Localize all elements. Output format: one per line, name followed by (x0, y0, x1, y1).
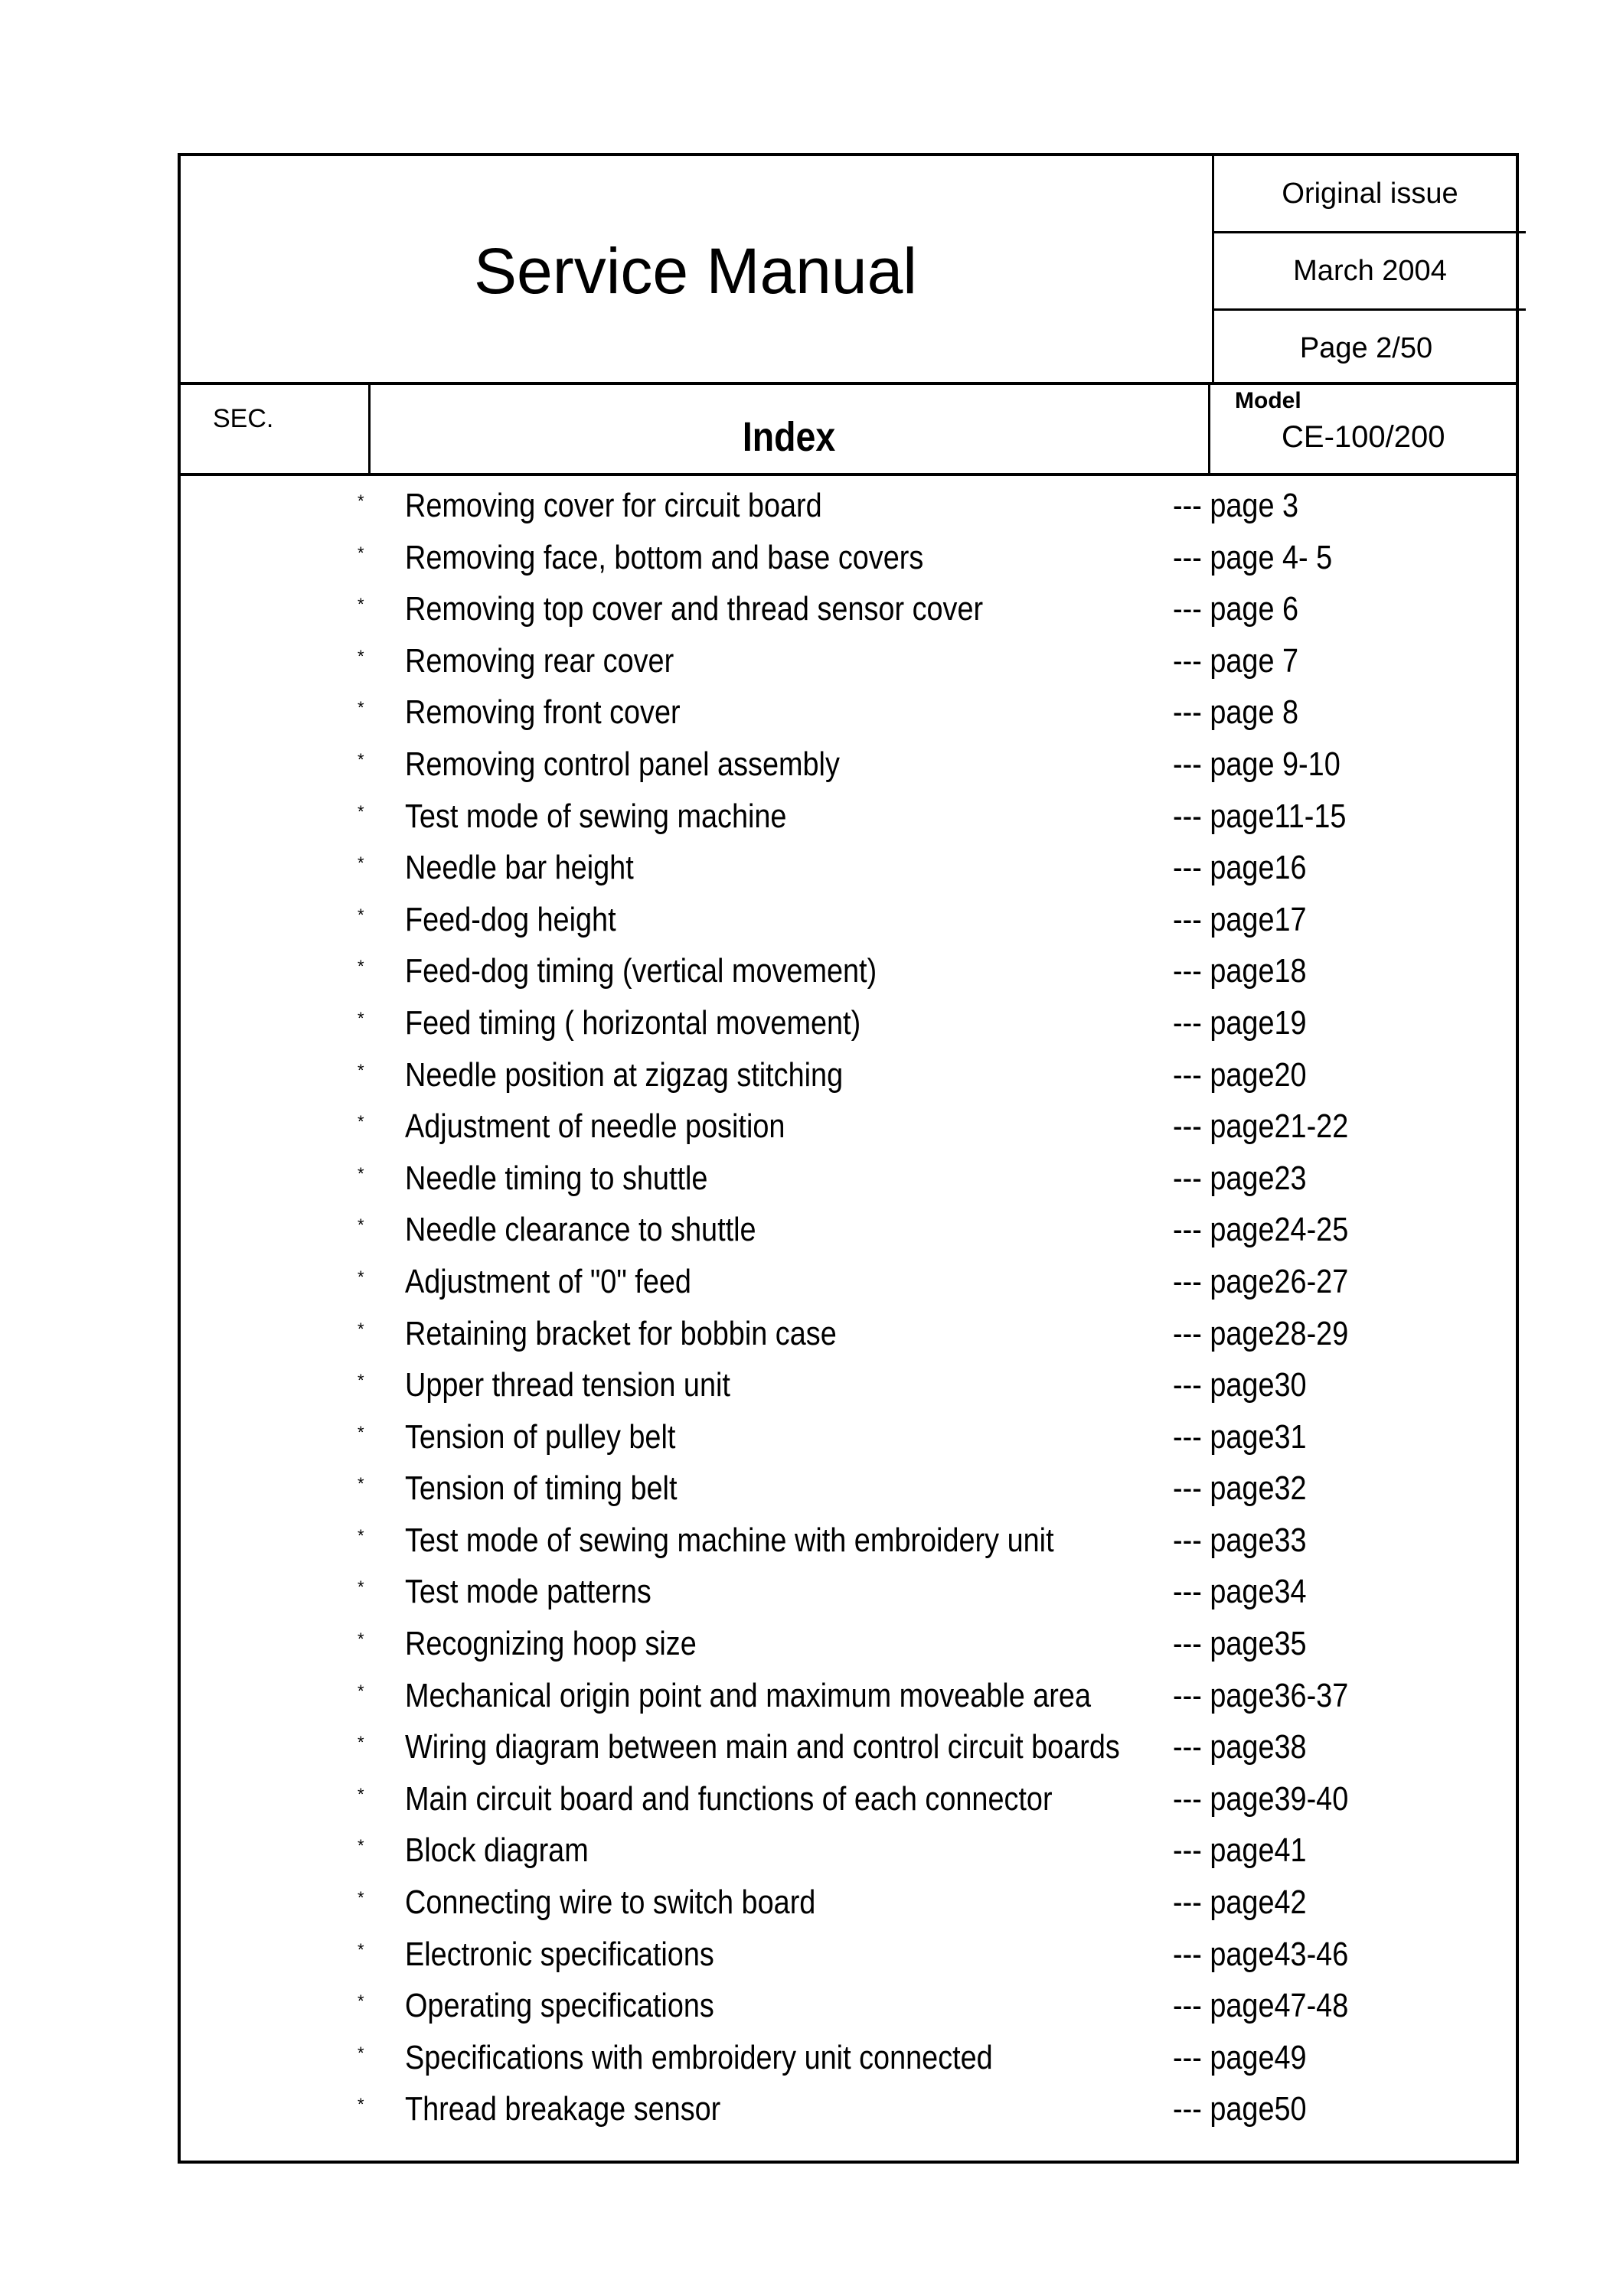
index-entry (181, 1780, 1516, 1832)
index-entry-page: --- page39-40 (1173, 1779, 1349, 1818)
index-entry-title: Removing cover for circuit board (405, 487, 822, 524)
bullet-asterisk: * (358, 1474, 364, 1494)
bullet-asterisk: * (358, 1733, 364, 1753)
bullet-asterisk: * (358, 1629, 364, 1649)
index-entry (181, 2090, 1516, 2142)
index-entry-page: --- page36-37 (1173, 1676, 1349, 1714)
index-entry (181, 1366, 1516, 1418)
index-entry-page: --- page35 (1173, 1625, 1307, 1663)
bullet-asterisk: * (358, 2043, 364, 2063)
bullet-asterisk: * (358, 1060, 364, 1080)
index-entry (181, 1831, 1516, 1883)
index-entry (181, 1211, 1516, 1263)
bullet-asterisk: * (358, 698, 364, 718)
index-entry-page: --- page 7 (1173, 641, 1299, 680)
bullet-asterisk: * (358, 1525, 364, 1545)
bullet-asterisk: * (358, 801, 364, 821)
index-entry-page: --- page49 (1173, 2038, 1307, 2076)
index-entry-page: --- page 8 (1173, 693, 1299, 732)
index-entry-page: --- page 3 (1173, 487, 1299, 524)
index-entry (181, 1107, 1516, 1159)
index-entry-page: --- page23 (1173, 1159, 1307, 1197)
index-entry-title: Specifications with embroidery unit connected (405, 2038, 993, 2076)
index-entry-title: Block diagram (405, 1831, 589, 1870)
index-entry-page: --- page47-48 (1173, 1987, 1349, 2025)
bullet-asterisk: * (358, 1991, 364, 2011)
bullet-asterisk: * (358, 595, 364, 615)
index-entry (181, 1469, 1516, 1521)
bullet-asterisk: * (358, 646, 364, 666)
bullet-asterisk: * (358, 1681, 364, 1701)
index-entry-page: --- page16 (1173, 849, 1307, 887)
bullet-asterisk: * (358, 1215, 364, 1235)
index-entry-page: --- page33 (1173, 1521, 1307, 1559)
bullet-asterisk: * (358, 853, 364, 873)
bullet-asterisk: * (358, 1422, 364, 1442)
bullet-asterisk: * (358, 1888, 364, 1908)
index-entry-title: Thread breakage sensor (405, 2090, 721, 2128)
bullet-asterisk: * (358, 905, 364, 925)
index-entry (181, 693, 1516, 745)
index-entry-title: Feed timing ( horizontal movement) (405, 1003, 861, 1042)
index-entry-title: Adjustment of "0" feed (405, 1262, 691, 1300)
index-entry-title: Feed-dog height (405, 900, 616, 938)
index-entry-title: Needle timing to shuttle (405, 1159, 708, 1197)
index-entry-page: --- page38 (1173, 1728, 1307, 1766)
index-entry (181, 590, 1516, 642)
index-entry (181, 745, 1516, 797)
index-entry-page: --- page 9-10 (1173, 745, 1341, 783)
index-entry (181, 642, 1516, 694)
model-cell (1213, 385, 1516, 473)
index-entry (181, 1418, 1516, 1470)
index-entry-page: --- page24-25 (1173, 1211, 1349, 1249)
issue-info (1212, 156, 1518, 382)
index-entry (181, 1677, 1516, 1729)
index-entry-title: Needle position at zigzag stitching (405, 1055, 844, 1094)
index-entry (181, 539, 1516, 591)
index-entry (181, 2039, 1516, 2091)
index-entry-title: Connecting wire to switch board (405, 1883, 816, 1922)
index-entry-title: Adjustment of needle position (405, 1107, 785, 1146)
bullet-asterisk: * (358, 1112, 364, 1132)
issue-label: Original issue (1214, 156, 1526, 233)
index-entry-title: Needle clearance to shuttle (405, 1211, 756, 1249)
page-number: Page 2/50 (1299, 331, 1433, 364)
index-entry-page: --- page21-22 (1173, 1107, 1349, 1146)
index-entry (181, 1883, 1516, 1936)
index-entry-page: --- page18 (1173, 952, 1307, 990)
index-entry-title: Test mode of sewing machine with embroidery unit (405, 1521, 1054, 1559)
index-entry (181, 797, 1516, 850)
bullet-asterisk: * (358, 1008, 364, 1028)
index-entry-title: Retaining bracket for bobbin case (405, 1314, 837, 1352)
index-entry-title: Removing face, bottom and base covers (405, 538, 924, 576)
index-entry-page: --- page50 (1173, 2090, 1307, 2128)
section-title (371, 385, 1210, 473)
document-title: Service Manual (474, 234, 917, 307)
index-entry-title: Mechanical origin point and maximum moveable area (405, 1676, 1092, 1714)
index-entry (181, 1573, 1516, 1625)
index-entry (181, 1056, 1516, 1108)
bullet-asterisk: * (358, 1939, 364, 1959)
index-entry-title: Test mode patterns (405, 1573, 651, 1611)
index-entry (181, 487, 1516, 539)
model-label: Model (1235, 388, 1301, 413)
index-list (181, 487, 1516, 2142)
index-entry (181, 849, 1516, 901)
bullet-asterisk: * (358, 1319, 364, 1339)
bullet-asterisk: * (358, 1163, 364, 1183)
index-entry-title: Tension of pulley belt (405, 1417, 676, 1456)
index-entry-page: --- page42 (1173, 1883, 1307, 1922)
bullet-asterisk: * (358, 1371, 364, 1391)
header-block (181, 156, 1516, 385)
index-entry-page: --- page17 (1173, 900, 1307, 938)
index-entry-page: --- page30 (1173, 1366, 1307, 1404)
bullet-asterisk: * (358, 2095, 364, 2115)
bullet-asterisk: * (358, 491, 364, 510)
index-entry-title: Operating specifications (405, 1987, 714, 2025)
index-entry (181, 1004, 1516, 1056)
bullet-asterisk: * (358, 749, 364, 769)
index-entry-page: --- page11-15 (1173, 797, 1347, 835)
bullet-asterisk: * (358, 1784, 364, 1804)
index-entry-page: --- page41 (1173, 1831, 1307, 1870)
index-entry-page: --- page32 (1173, 1469, 1307, 1508)
index-entry (181, 952, 1516, 1004)
section-cell (181, 385, 371, 473)
index-heading: Index (743, 414, 836, 460)
index-entry-title: Removing control panel assembly (405, 745, 840, 783)
bullet-asterisk: * (358, 957, 364, 977)
bullet-asterisk: * (358, 1836, 364, 1856)
index-entry-page: --- page43-46 (1173, 1935, 1349, 1973)
index-entry-title: Tension of timing belt (405, 1469, 678, 1508)
index-entry-title: Test mode of sewing machine (405, 797, 787, 835)
index-entry-title: Main circuit board and functions of each connector (405, 1779, 1053, 1818)
index-entry (181, 1625, 1516, 1677)
index-entry (181, 1936, 1516, 1988)
index-entry (181, 1728, 1516, 1780)
index-entry-page: --- page26-27 (1173, 1262, 1349, 1300)
index-entry-title: Removing rear cover (405, 641, 674, 680)
sec-label: SEC. (213, 404, 274, 433)
document-frame (178, 153, 1519, 2164)
issue-date: March 2004 (1214, 233, 1526, 311)
index-entry-title: Recognizing hoop size (405, 1625, 697, 1663)
bullet-asterisk: * (358, 543, 364, 563)
model-value: CE-100/200 (1282, 420, 1445, 454)
index-entry-title: Electronic specifications (405, 1935, 714, 1973)
index-entry-page: --- page 4- 5 (1173, 538, 1333, 576)
index-entry-title: Feed-dog timing (vertical movement) (405, 952, 877, 990)
index-entry (181, 1263, 1516, 1315)
index-entry-title: Removing front cover (405, 693, 681, 732)
bullet-asterisk: * (358, 1267, 364, 1287)
index-entry (181, 901, 1516, 953)
index-entry-page: --- page28-29 (1173, 1314, 1349, 1352)
index-entry (181, 1521, 1516, 1574)
index-entry-page: --- page34 (1173, 1573, 1307, 1611)
index-entry-page: --- page31 (1173, 1417, 1307, 1456)
section-row (181, 385, 1516, 476)
index-entry-title: Upper thread tension unit (405, 1366, 730, 1404)
index-entry-page: --- page 6 (1173, 590, 1299, 628)
index-entry (181, 1987, 1516, 2039)
index-entry (181, 1159, 1516, 1212)
index-entry-title: Wiring diagram between main and control circuit boards (405, 1728, 1120, 1766)
bullet-asterisk: * (358, 1577, 364, 1597)
index-entry-page: --- page20 (1173, 1055, 1307, 1094)
index-entry-title: Removing top cover and thread sensor cover (405, 590, 984, 628)
index-entry (181, 1315, 1516, 1367)
index-entry-title: Needle bar height (405, 849, 634, 887)
index-entry-page: --- page19 (1173, 1003, 1307, 1042)
